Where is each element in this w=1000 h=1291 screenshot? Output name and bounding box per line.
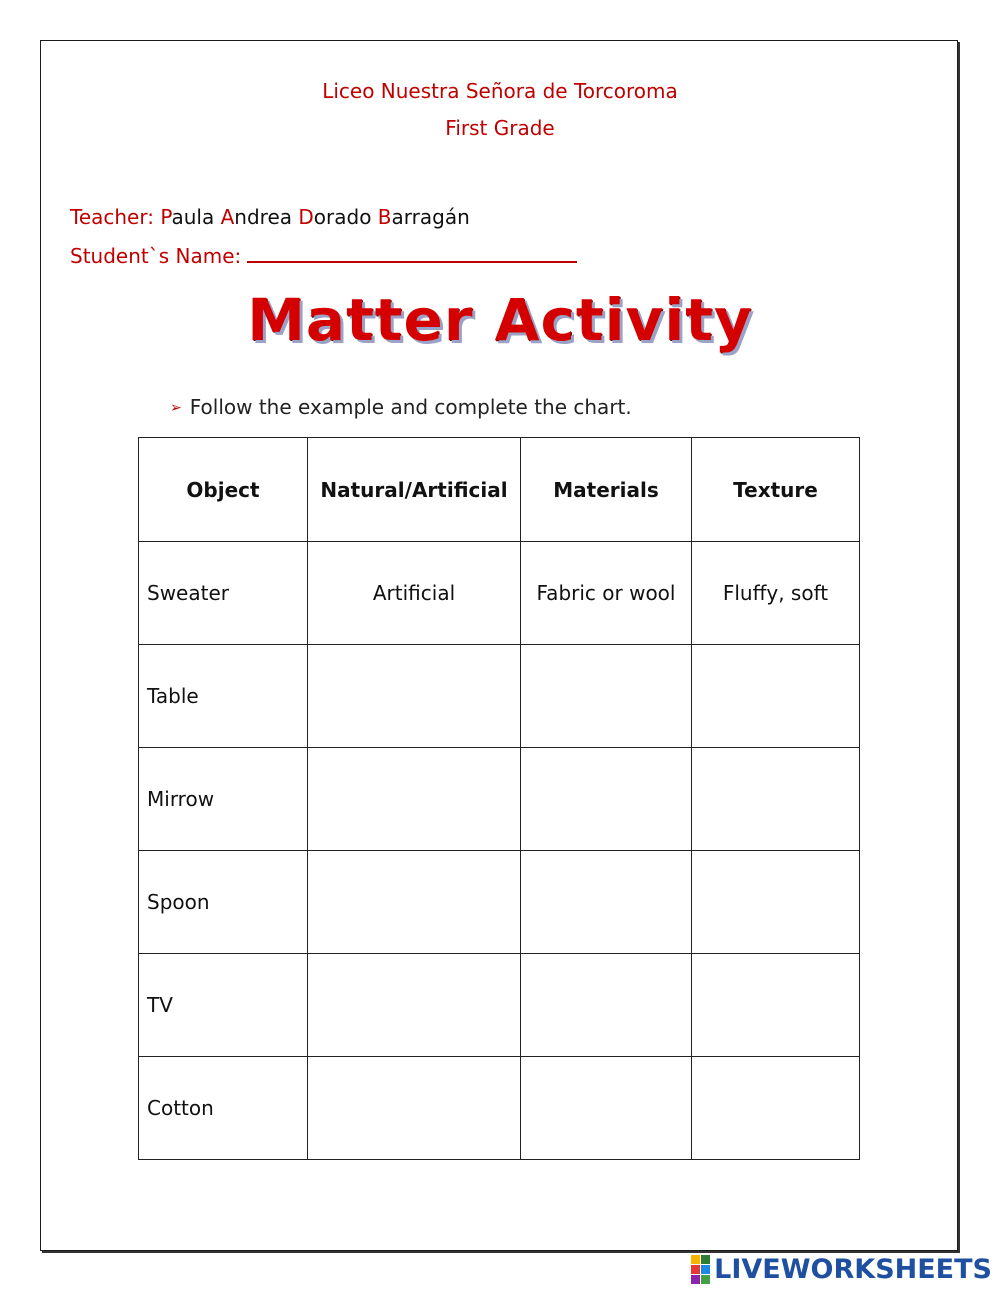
brand-name: LIVEWORKSHEETS (714, 1254, 992, 1285)
school-name: Liceo Nuestra Señora de Torcoroma (322, 79, 678, 103)
grade-label: First Grade (445, 116, 555, 140)
student-name-field[interactable] (247, 243, 577, 263)
table-row (139, 542, 860, 645)
table-row (139, 748, 860, 851)
cell-object: Mirrow (139, 748, 308, 851)
cell-natural-artificial: Artificial (308, 542, 521, 645)
cell-texture[interactable] (692, 954, 860, 1057)
cell-natural-artificial[interactable] (308, 645, 521, 748)
header-materials: Materials (521, 438, 692, 542)
cell-natural-artificial[interactable] (308, 748, 521, 851)
header-natural-artificial: Natural/Artificial (308, 438, 521, 542)
cell-natural-artificial[interactable] (308, 954, 521, 1057)
teacher-label: Teacher: (70, 205, 154, 229)
cell-texture[interactable] (692, 851, 860, 954)
instruction-text: Follow the example and complete the chart. (189, 395, 632, 419)
header-texture: Texture (692, 438, 860, 542)
cell-object: Sweater (139, 542, 308, 645)
cell-object: Table (139, 645, 308, 748)
table-row (139, 645, 860, 748)
cell-texture[interactable] (692, 1057, 860, 1160)
liveworksheets-footer[interactable] (691, 1254, 992, 1285)
cell-materials[interactable] (521, 645, 692, 748)
cell-materials[interactable] (521, 1057, 692, 1160)
table-row (139, 1057, 860, 1160)
cell-materials[interactable] (521, 748, 692, 851)
liveworksheets-logo-icon (691, 1255, 710, 1284)
cell-object: TV (139, 954, 308, 1057)
cell-materials: Fabric or wool (521, 542, 692, 645)
table-row (139, 851, 860, 954)
cell-texture: Fluffy, soft (692, 542, 860, 645)
table-row (139, 954, 860, 1057)
cell-materials[interactable] (521, 851, 692, 954)
page-title: Matter Activity (247, 286, 753, 354)
table-header-row (139, 438, 860, 542)
student-name-line (70, 243, 577, 268)
cell-texture[interactable] (692, 748, 860, 851)
cell-natural-artificial[interactable] (308, 851, 521, 954)
arrow-bullet-icon: ➢ (170, 400, 182, 416)
header-object: Object (139, 438, 308, 542)
teacher-name: Paula Andrea Dorado Barragán (160, 205, 470, 229)
teacher-line (70, 205, 470, 229)
cell-natural-artificial[interactable] (308, 1057, 521, 1160)
instruction (170, 395, 632, 419)
cell-texture[interactable] (692, 645, 860, 748)
cell-object: Spoon (139, 851, 308, 954)
matter-chart (138, 437, 860, 1160)
student-name-label: Student`s Name: (70, 244, 242, 268)
cell-materials[interactable] (521, 954, 692, 1057)
cell-object: Cotton (139, 1057, 308, 1160)
